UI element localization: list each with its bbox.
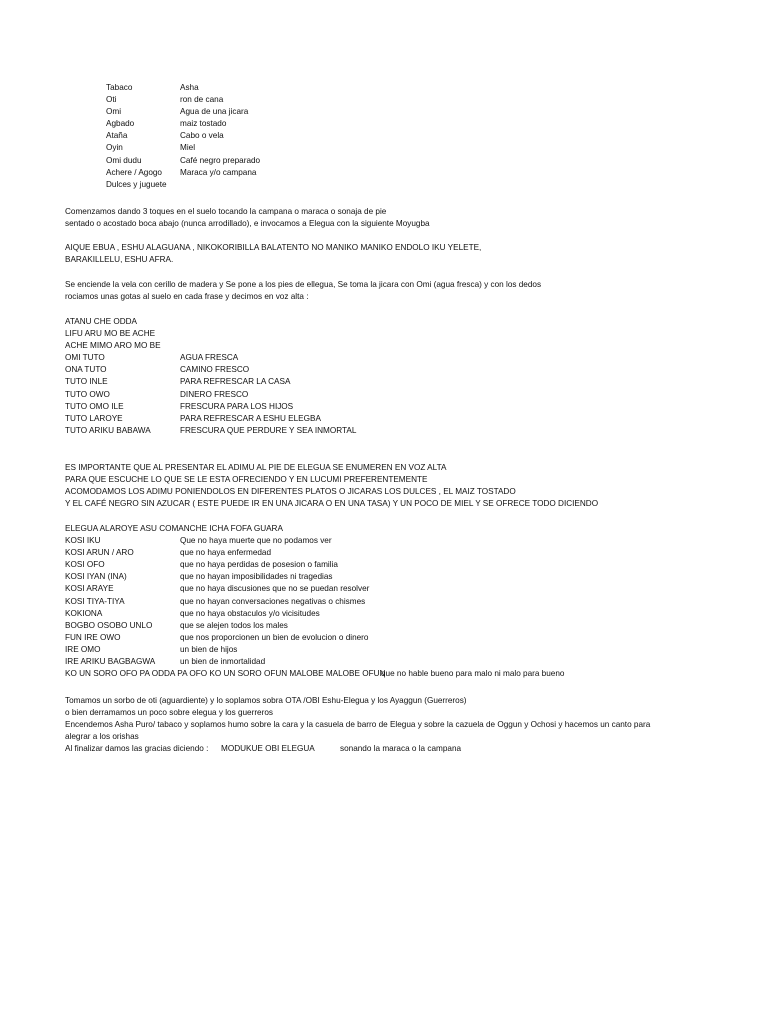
final-chant-row xyxy=(65,668,755,680)
farewell-phrase: MODUKUE OBI ELEGUA xyxy=(221,744,315,754)
offerings-list xyxy=(106,82,406,191)
offering-spanish: Miel xyxy=(180,143,196,153)
blessing-spanish: que no haya discusiones que no se puedan resolver xyxy=(180,584,370,594)
blessing-row xyxy=(65,608,755,620)
blessing-row xyxy=(65,644,755,656)
chant-spanish: DINERO FRESCO xyxy=(180,389,249,399)
closing-line: alegrar a los orishas xyxy=(65,732,139,742)
blessing-row xyxy=(65,596,755,608)
blessing-spanish: Que no haya muerte que no podamos ver xyxy=(180,536,332,546)
chant-row xyxy=(65,401,465,413)
chant-row xyxy=(65,425,465,437)
blessing-row xyxy=(65,535,755,547)
blessing-spanish: que no hayan imposibilidades ni tragedias xyxy=(180,572,333,582)
offering-spanish: Maraca y/o campana xyxy=(180,167,257,177)
offering-yoruba: Oyin xyxy=(106,143,123,153)
offering-spanish: Agua de una jicara xyxy=(180,107,249,117)
closing-line: Encendemos Asha Puro/ tabaco y soplamos humo sobre la cara y la casuela de barro de Elegua y sobre la cazuela de Oggun y Ochosi y hacemos un canto para xyxy=(65,720,651,730)
blessing-spanish: un bien de hijos xyxy=(180,644,238,654)
blessing-yoruba: BOGBO OSOBO UNLO xyxy=(65,620,153,630)
closing-paragraph xyxy=(65,695,755,755)
chant-yoruba: OMI TUTO xyxy=(65,353,105,363)
intro-line: Comenzamos dando 3 toques en el suelo tocando la campana o maraca o sonaja de pie xyxy=(65,207,387,216)
invocation-paragraph xyxy=(65,242,755,266)
blessing-spanish: que se alejen todos los males xyxy=(180,620,288,630)
blessing-yoruba: KOSI IYAN (INA) xyxy=(65,572,127,582)
offering-yoruba: Omi dudu xyxy=(106,155,142,165)
blessing-row xyxy=(65,620,755,632)
blessing-yoruba: IRE ARIKU BAGBAGWA xyxy=(65,657,156,667)
blessing-yoruba: KOSI IKU xyxy=(65,536,101,546)
offering-spanish: Café negro preparado xyxy=(180,155,261,165)
blessing-yoruba: IRE OMO xyxy=(65,644,101,654)
offering-spanish: Cabo o vela xyxy=(180,131,224,141)
important-note xyxy=(65,462,755,510)
chant-yoruba: TUTO INLE xyxy=(65,377,108,387)
chant-intro-line: ACHE MIMO ARO MO BE xyxy=(65,341,161,351)
offering-spanish: Asha xyxy=(180,83,199,92)
farewell-row xyxy=(65,743,755,755)
important-line: ACOMODAMOS LOS ADIMU PONIENDOLOS EN DIFERENTES PLATOS O JICARAS LOS DULCES , EL MAIZ TOSTADO xyxy=(65,487,516,497)
blessing-row xyxy=(65,571,755,583)
instructions-paragraph xyxy=(65,279,755,303)
blessing-spanish: que no haya enfermedad xyxy=(180,548,272,558)
blessing-spanish: un bien de inmortalidad xyxy=(180,657,266,667)
chant-row xyxy=(65,389,465,401)
farewell-action: sonando la maraca o la campana xyxy=(340,744,462,754)
chant-spanish: AGUA FRESCA xyxy=(180,353,239,363)
chant-intro-line: LIFU ARU MO BE ACHE xyxy=(65,329,156,339)
blessing-yoruba: KOKIONA xyxy=(65,608,103,618)
important-line: ES IMPORTANTE QUE AL PRESENTAR EL ADIMU AL PIE DE ELEGUA SE ENUMEREN EN VOZ ALTA xyxy=(65,463,447,472)
final-chant-yoruba: KO UN SORO OFO PA ODDA PA OFO KO UN SORO OFUN MALOBE MALOBE OFUN xyxy=(65,669,386,679)
final-chant-spanish: que no hable bueno para malo ni malo para bueno xyxy=(381,669,565,679)
blessing-yoruba: KOSI ARAYE xyxy=(65,584,114,594)
closing-line: Tomamos un sorbo de oti (aguardiente) y lo soplamos sobra OTA /OBI Eshu-Elegua y los Ayaggun (Guerreros) xyxy=(65,696,467,705)
offering-row xyxy=(106,142,406,154)
offering-spanish: ron de cana xyxy=(180,95,224,105)
blessing-spanish: que no haya perdidas de posesion o familia xyxy=(180,560,338,570)
blessing-spanish: que no haya obstaculos y/o vicisitudes xyxy=(180,608,320,618)
chant-spanish: PARA REFRESCAR LA CASA xyxy=(180,377,291,387)
chant-yoruba: TUTO OWO xyxy=(65,389,110,399)
chant-row xyxy=(65,352,465,364)
offering-row xyxy=(106,106,406,118)
chant-spanish: FRESCURA PARA LOS HIJOS xyxy=(180,401,294,411)
blessing-row xyxy=(65,547,755,559)
offering-yoruba: Oti xyxy=(106,95,117,105)
important-line: PARA QUE ESCUCHE LO QUE SE LE ESTA OFRECIENDO Y EN LUCUMI PREFERENTEMENTE xyxy=(65,475,428,485)
offering-yoruba: Omi xyxy=(106,107,122,117)
offering-row xyxy=(106,167,406,179)
chant-row xyxy=(65,376,465,388)
intro-line: sentado o acostado boca abajo (nunca arrodillado), e invocamos a Elegua con la siguiente Moyugba xyxy=(65,219,430,229)
offering-row xyxy=(106,118,406,130)
offering-yoruba: Achere / Agogo xyxy=(106,167,162,177)
offering-yoruba: Dulces y juguete xyxy=(106,179,167,189)
chant-section xyxy=(65,316,465,437)
blessing-row xyxy=(65,632,755,644)
offering-yoruba: Agbado xyxy=(106,119,135,129)
farewell-label: Al finalizar damos las gracias diciendo : xyxy=(65,744,209,754)
blessing-yoruba: FUN IRE OWO xyxy=(65,632,121,642)
instructions-line: rociamos unas gotas al suelo en cada frase y decimos en voz alta : xyxy=(65,292,309,302)
offering-spanish: maiz tostado xyxy=(180,119,227,129)
chant-spanish: CAMINO FRESCO xyxy=(180,365,250,375)
offering-row xyxy=(106,130,406,142)
blessings-section xyxy=(65,523,755,680)
offering-row xyxy=(106,179,406,191)
blessing-yoruba: KOSI OFO xyxy=(65,560,105,570)
offering-yoruba: Tabaco xyxy=(106,83,133,92)
blessing-spanish: que nos proporcionen un bien de evolucion o dinero xyxy=(180,632,369,642)
blessing-row xyxy=(65,583,755,595)
closing-line: o bien derramamos un poco sobre elegua y los guerreros xyxy=(65,708,273,718)
offering-row xyxy=(106,94,406,106)
offering-row xyxy=(106,82,406,94)
chant-yoruba: TUTO OMO ILE xyxy=(65,401,124,411)
invocation-line: BARAKILLELU, ESHU AFRA. xyxy=(65,255,174,265)
blessing-row xyxy=(65,559,755,571)
chant-yoruba: TUTO ARIKU BABAWA xyxy=(65,425,151,435)
chant-spanish: PARA REFRESCAR A ESHU ELEGBA xyxy=(180,413,321,423)
offering-yoruba: Ataña xyxy=(106,131,128,141)
intro-paragraph xyxy=(65,206,755,230)
offering-row xyxy=(106,155,406,167)
important-line: Y EL CAFÉ NEGRO SIN AZUCAR ( ESTE PUEDE IR EN UNA JICARA O EN UNA TASA) Y UN POCO DE MIEL Y SE OFRECE TODO DICIENDO xyxy=(65,499,599,509)
blessing-yoruba: KOSI ARUN / ARO xyxy=(65,548,134,558)
blessing-spanish: que no hayan conversaciones negativas o chismes xyxy=(180,596,366,606)
chant-yoruba: TUTO LAROYE xyxy=(65,413,123,423)
chant-row xyxy=(65,364,465,376)
chant-intro-line: ATANU CHE ODDA xyxy=(65,317,138,326)
blessing-yoruba: KOSI TIYA-TIYA xyxy=(65,596,125,606)
chant-spanish: FRESCURA QUE PERDURE Y SEA INMORTAL xyxy=(180,425,357,435)
invocation-line: AIQUE EBUA , ESHU ALAGUANA , NIKOKORIBILLA BALATENTO NO MANIKO MANIKO ENDOLO IKU YELETE, xyxy=(65,243,482,252)
blessing-title: ELEGUA ALAROYE ASU COMANCHE ICHA FOFA GUARA xyxy=(65,524,283,533)
chant-row xyxy=(65,413,465,425)
instructions-line: Se enciende la vela con cerillo de madera y Se pone a los pies de ellegua, Se toma la jicara con Omi (agua fresca) y con los dedos xyxy=(65,280,542,289)
chant-yoruba: ONA TUTO xyxy=(65,365,107,375)
blessing-row xyxy=(65,656,755,668)
